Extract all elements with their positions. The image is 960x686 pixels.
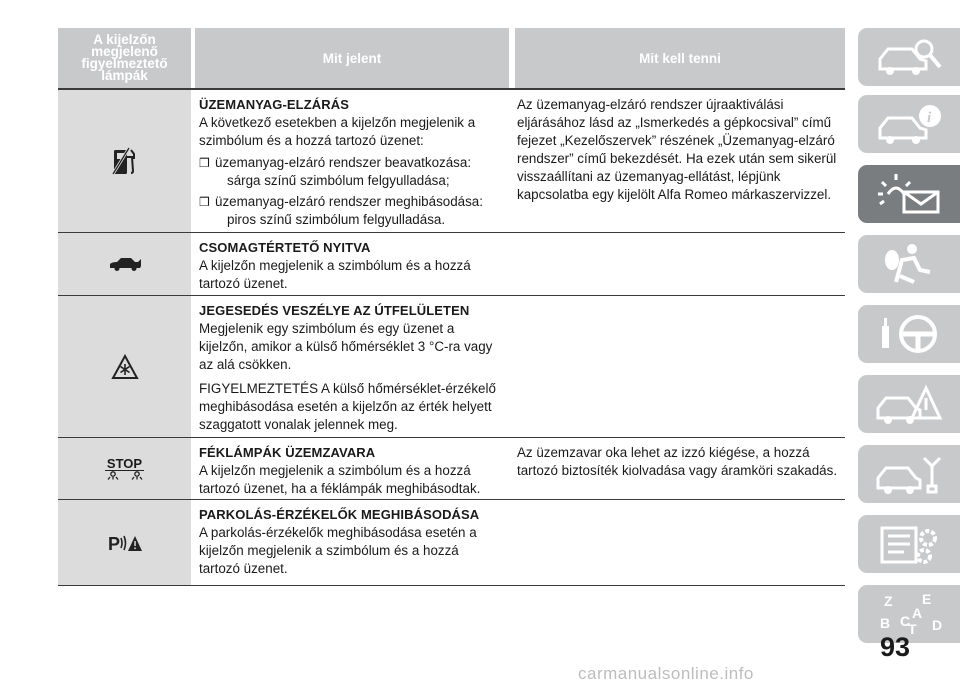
bullet-text: üzemanyag-elzáró rendszer meghibásodása: <box>215 194 483 209</box>
meaning-cell <box>191 500 509 585</box>
header-meaning: Mit jelent <box>195 28 509 88</box>
action-cell <box>509 500 845 585</box>
row-note: FIGYELMEZTETÉS A külső hőmérséklet-érzékelő meghibásodása esetén a kijelzőn az érték helyett szaggatott vonalak jelennek meg. <box>199 381 496 432</box>
header-action: Mit kell tenni <box>515 28 845 88</box>
row-action: Az üzemanyag-elzáró rendszer újraaktiválási eljárásához lásd az „Ismerkedés a gépkocsival” című fejezet „Kezelőszervek” részének „Üzemanyag-elzáró rendszer” című bekezdését. Ha ezek után sem sikerül visszaállítani az üzemanyag-ellátást, lépjünk kapcsolatba egy kijelölt Alfa Romeo márkaszervizzel. <box>517 97 837 202</box>
fuel-cutoff-icon <box>112 145 138 177</box>
svg-text:P: P <box>107 533 120 553</box>
alphabet-index-icon <box>874 591 944 637</box>
table-row <box>58 90 845 233</box>
tab-safety[interactable] <box>858 235 960 293</box>
warning-light-message-icon <box>874 172 944 216</box>
meaning-cell <box>191 438 509 499</box>
index-letter: A <box>912 605 923 621</box>
icon-cell <box>58 500 191 585</box>
list-item <box>199 193 503 229</box>
tab-maintenance[interactable] <box>858 445 960 503</box>
row-meaning: A kijelzőn megjelenik a szimbólum és a hozzá tartozó üzenet, ha a féklámpák meghibásodtak. <box>199 463 481 496</box>
checkbox-bullet-icon: ❒ <box>199 156 210 170</box>
car-info-icon <box>874 102 944 146</box>
svg-text:i: i <box>927 110 932 126</box>
index-letter: D <box>932 617 943 633</box>
tab-driving[interactable] <box>858 305 960 363</box>
tab-warning-lights[interactable] <box>858 165 960 223</box>
steering-wheel-icon <box>874 312 944 356</box>
page-number: 93 <box>880 632 911 662</box>
row-meaning: A következő esetekben a kijelzőn megjelenik a szimbólum és a hozzá tartozó üzenet: <box>199 115 476 148</box>
meaning-cell <box>191 233 509 295</box>
index-letter: B <box>880 615 891 631</box>
action-cell <box>509 90 845 232</box>
header-lamps: A kijelzőn megjelenő figyelmeztető lámpák <box>58 28 191 88</box>
tab-car-info[interactable] <box>858 95 960 153</box>
stop-label: STOP <box>106 456 143 471</box>
action-cell <box>509 233 845 295</box>
row-title: JEGESEDÉS VESZÉLYE AZ ÚTFELÜLETEN <box>199 303 470 318</box>
row-title: CSOMAGTÉRTETŐ NYITVA <box>199 240 371 255</box>
car-breakdown-icon <box>874 382 944 426</box>
row-meaning: Megjelenik egy szimbólum és egy üzenet a kijelzőn, amikor a külső hőmérséklet 3 °C-ra vagy az alá csökken. <box>199 321 493 372</box>
car-search-icon <box>874 35 944 79</box>
tab-car-search[interactable] <box>858 28 960 86</box>
table-row <box>58 500 845 586</box>
icon-cell <box>58 438 191 499</box>
meaning-cell <box>191 296 509 437</box>
table-header <box>58 28 845 88</box>
index-letter: C <box>900 613 911 629</box>
brake-light-icon <box>105 471 145 480</box>
table-row <box>58 233 845 296</box>
row-title: ÜZEMANYAG-ELZÁRÁS <box>199 97 350 112</box>
checkbox-bullet-icon: ❒ <box>199 195 210 209</box>
meaning-cell <box>191 90 509 232</box>
bullet-text-cont: piros színű szimbólum felgyulladása. <box>227 212 446 227</box>
table-row <box>58 296 845 438</box>
tab-specifications[interactable] <box>858 515 960 573</box>
icon-cell <box>58 90 191 232</box>
row-title: FÉKLÁMPÁK ÜZEMZAVARA <box>199 445 376 460</box>
index-letter: Z <box>884 593 893 609</box>
specs-list-gear-icon <box>874 522 944 566</box>
watermark: carmanualsonline.info <box>578 664 754 683</box>
tab-emergency[interactable] <box>858 375 960 433</box>
trunk-open-icon <box>108 256 142 272</box>
icon-cell <box>58 233 191 295</box>
car-maintenance-icon <box>874 452 944 496</box>
row-title: PARKOLÁS-ÉRZÉKELŐK MEGHIBÁSODÁSA <box>199 507 480 522</box>
index-letter: E <box>922 591 932 607</box>
bullet-text: üzemanyag-elzáró rendszer beavatkozása: <box>215 155 472 170</box>
parking-sensor-fault-icon <box>108 533 142 553</box>
action-cell <box>509 296 845 437</box>
airbag-person-icon <box>874 242 944 286</box>
row-meaning: A parkolás-érzékelők meghibásodása esetén a kijelzőn megjelenik a szimbólum és a hozzá tartozó üzenet. <box>199 525 477 576</box>
ice-warning-icon <box>111 354 139 380</box>
row-action: Az üzemzavar oka lehet az izzó kiégése, a hozzá tartozó biztosíték kiolvadása vagy áramköri szakadás. <box>517 445 838 478</box>
warning-lights-table <box>58 28 845 586</box>
table-row <box>58 438 845 500</box>
index-letter: T <box>908 621 917 637</box>
list-item <box>199 154 503 190</box>
row-meaning: A kijelzőn megjelenik a szimbólum és a hozzá tartozó üzenet. <box>199 258 471 291</box>
action-cell <box>509 438 845 499</box>
icon-cell <box>58 296 191 437</box>
bullet-text-cont: sárga színű szimbólum felgyulladása; <box>227 173 450 188</box>
